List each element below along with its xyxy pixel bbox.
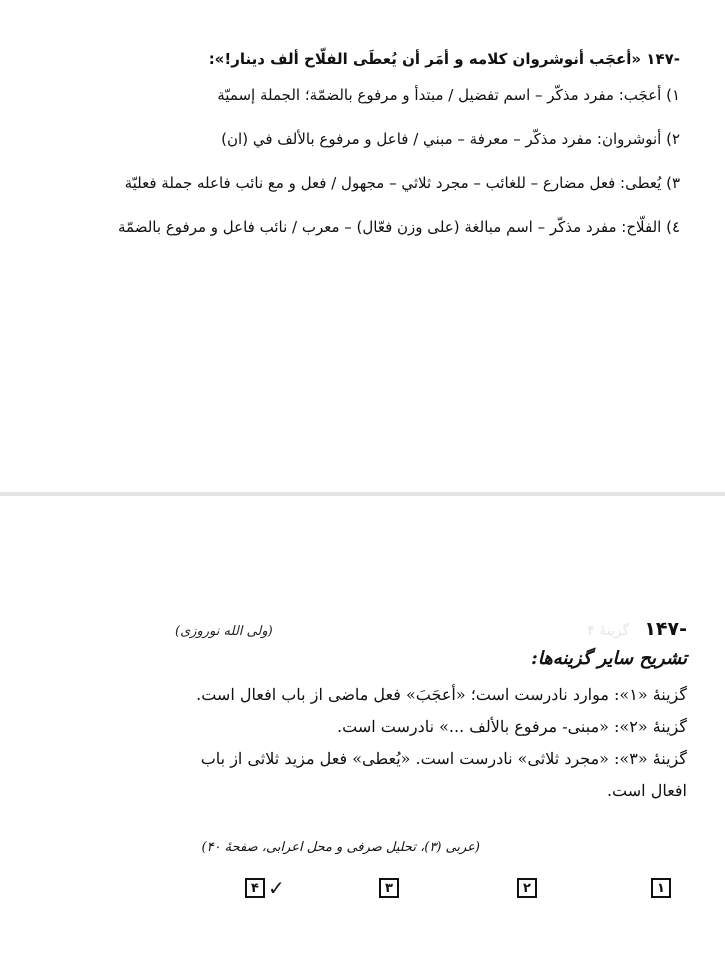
choice-box-2[interactable]: ۲ — [517, 878, 537, 898]
explanation-line-4: افعال است. — [606, 781, 687, 800]
answer-header — [175, 618, 687, 640]
option-3: ۳) يُعطی: فعل مضارع – للغائب – مجرد ثلاثي – مجهول / فعل و مع نائب فاعله جملة فعليّة — [124, 174, 680, 192]
choice-box-3[interactable]: ۳ — [379, 878, 399, 898]
option-1: ۱) أعجَب: مفرد مذکّر – اسم تفضيل / مبتدأ و مرفوع بالضمّة؛ الجملة إسميّة — [217, 86, 680, 104]
choice-box-1[interactable]: ۱ — [651, 878, 671, 898]
checkmark-icon: ✓ — [268, 876, 285, 900]
question-number: -۱۴۷ — [646, 50, 680, 68]
option-4: ٤) الفلّاح: مفرد مذکّر – اسم مبالغة (علی وزن فعّال) – معرب / نائب فاعل و مرفوع بالضمّة — [118, 218, 680, 236]
answer-number: -۱۴۷ — [644, 618, 687, 640]
question-block — [40, 48, 680, 260]
choice-box-4[interactable]: ۴ — [245, 878, 265, 898]
answer-block — [175, 618, 687, 807]
answer-faded-label: گزینهٔ ۴ — [587, 623, 630, 639]
explanation-line-2: گزینهٔ «۲»: «مبنی- مرفوع بالألف ...» نادرست است. — [337, 717, 687, 736]
source-reference: (عربی (۳)، تحلیل صرفی و محل اعرابی، صفحهٔ ۴۰) — [201, 840, 480, 855]
author-name: (ولی الله نوروزی) — [175, 624, 273, 639]
explanation-line-1: گزینهٔ «۱»: موارد نادرست است؛ «أعجَبَ» فعل ماضی از باب افعال است. — [196, 685, 687, 704]
explanation-line-3: گزینهٔ «۳»: «مجرد ثلاثی» نادرست است. «يُعطی» فعل مزید ثلاثی از باب — [200, 749, 687, 768]
option-2: ۲) أنوشروان: مفرد مذکّر – معرفة – مبني / فاعل و مرفوع بالألف في (ان) — [221, 130, 680, 148]
explanation-heading: تشریح سایر گزینه‌ها: — [531, 648, 687, 669]
page-divider — [0, 492, 725, 496]
question-title — [40, 48, 680, 70]
question-text: «أعجَب أنوشروان کلامه و أمَر أن يُعطَی الفلّاح ألف دينار!»: — [208, 50, 642, 68]
